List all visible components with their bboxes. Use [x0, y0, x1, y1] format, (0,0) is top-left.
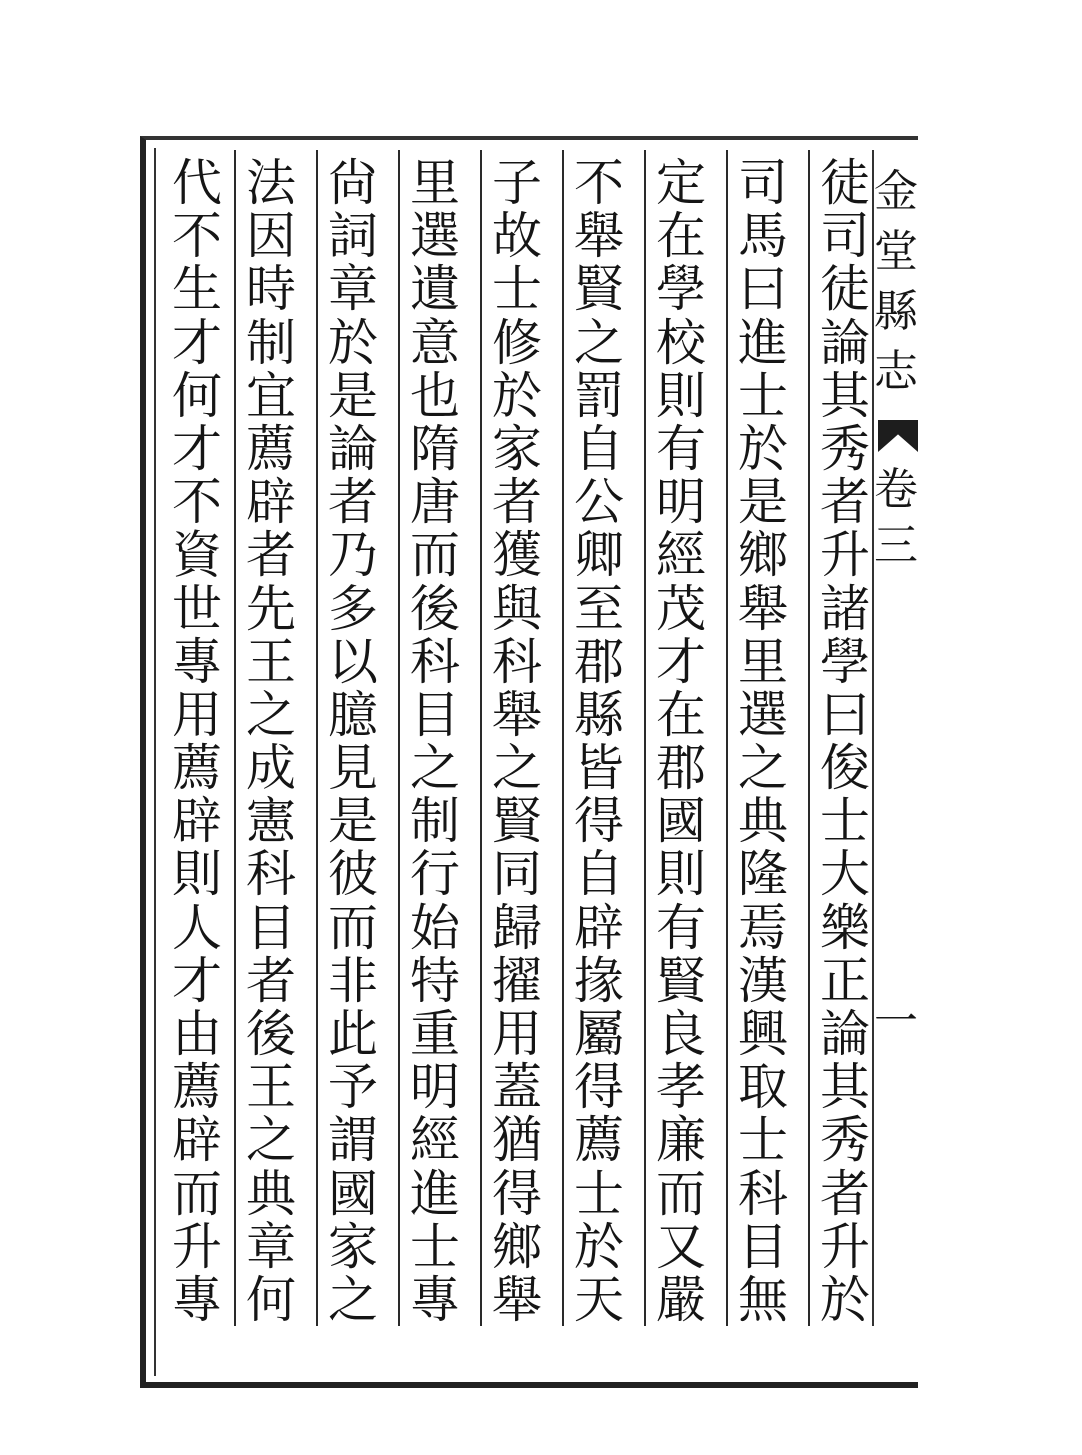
character: 章 — [246, 1217, 296, 1276]
character: 秀 — [820, 1111, 870, 1170]
character: 徒 — [820, 154, 870, 212]
character: 科 — [410, 632, 460, 691]
character: 其 — [820, 366, 870, 425]
character: 漢 — [738, 951, 788, 1010]
character: 之 — [492, 739, 542, 798]
character: 於 — [738, 419, 788, 478]
column-rule — [398, 150, 400, 1326]
character: 科 — [738, 1164, 788, 1223]
character: 而 — [328, 898, 378, 957]
character: 天 — [574, 1270, 624, 1329]
character: 得 — [492, 1164, 542, 1223]
character: 舉 — [738, 579, 788, 638]
character: 者 — [246, 951, 296, 1010]
character: 升 — [172, 1217, 222, 1276]
character: 賢 — [574, 260, 624, 319]
character: 擢 — [492, 951, 542, 1010]
character: 論 — [328, 419, 378, 478]
character: 用 — [492, 1005, 542, 1063]
character: 目 — [738, 1217, 788, 1276]
character: 司 — [738, 154, 788, 212]
character: 後 — [410, 579, 460, 638]
character: 茂 — [656, 579, 706, 638]
text-column-1 — [812, 154, 878, 1329]
character: 行 — [410, 845, 460, 904]
character: 升 — [820, 526, 870, 585]
character: 卿 — [574, 526, 624, 585]
character: 何 — [246, 1270, 296, 1329]
character: 多 — [328, 579, 378, 638]
character: 歸 — [492, 898, 542, 957]
column-rule — [480, 150, 482, 1326]
character: 科 — [246, 845, 296, 904]
character: 王 — [246, 632, 296, 691]
character: 之 — [246, 1111, 296, 1170]
character: 專 — [172, 1270, 222, 1329]
character: 始 — [410, 898, 460, 957]
character: 舉 — [574, 207, 624, 266]
character: 良 — [656, 1005, 706, 1063]
character: 士 — [410, 1217, 460, 1276]
character: 司 — [820, 207, 870, 266]
banner-character: 卷 — [874, 464, 918, 515]
character: 見 — [328, 739, 378, 798]
character: 不 — [574, 154, 624, 212]
character: 自 — [574, 419, 624, 478]
character: 興 — [738, 1005, 788, 1063]
character: 乃 — [328, 526, 378, 585]
character: 學 — [820, 632, 870, 691]
character: 掾 — [574, 951, 624, 1010]
character: 廉 — [656, 1111, 706, 1170]
text-column-4 — [566, 154, 632, 1329]
character: 薦 — [574, 1111, 624, 1170]
character: 詞 — [328, 207, 378, 266]
character: 時 — [246, 260, 296, 319]
character: 里 — [738, 632, 788, 691]
character: 士 — [738, 366, 788, 425]
character: 典 — [246, 1164, 296, 1223]
character: 目 — [246, 898, 296, 957]
character: 隆 — [738, 845, 788, 904]
character: 之 — [410, 739, 460, 798]
character: 謂 — [328, 1111, 378, 1170]
character: 進 — [738, 313, 788, 372]
character: 於 — [574, 1217, 624, 1276]
character: 意 — [410, 313, 460, 372]
character: 是 — [328, 366, 378, 425]
banner-character: 金 — [874, 166, 918, 217]
character: 經 — [656, 526, 706, 585]
character: 鄉 — [738, 526, 788, 585]
character: 在 — [656, 685, 706, 744]
character: 故 — [492, 207, 542, 266]
character: 蓋 — [492, 1058, 542, 1117]
character: 諸 — [820, 579, 870, 638]
character: 是 — [328, 792, 378, 851]
character: 典 — [738, 792, 788, 851]
character: 制 — [410, 792, 460, 851]
character: 有 — [656, 419, 706, 478]
column-rule — [808, 150, 810, 1326]
banner-character: 志 — [874, 346, 918, 397]
column-rule — [316, 150, 318, 1326]
character: 之 — [328, 1270, 378, 1329]
character: 取 — [738, 1058, 788, 1117]
character: 公 — [574, 473, 624, 532]
text-column-7 — [320, 154, 386, 1329]
character: 罰 — [574, 366, 624, 425]
column-rule — [562, 150, 564, 1326]
character: 賢 — [492, 792, 542, 851]
character: 舉 — [492, 1270, 542, 1329]
character: 而 — [410, 526, 460, 585]
character: 同 — [492, 845, 542, 904]
character: 曰 — [738, 260, 788, 319]
character: 不 — [172, 207, 222, 266]
character: 樂 — [820, 898, 870, 957]
character: 之 — [574, 313, 624, 372]
character: 於 — [820, 1270, 870, 1329]
character: 辟 — [246, 473, 296, 532]
banner-character: 縣 — [874, 286, 918, 337]
character: 經 — [410, 1111, 460, 1170]
character: 自 — [574, 845, 624, 904]
text-column-5 — [484, 154, 550, 1329]
character: 其 — [820, 1058, 870, 1117]
character: 得 — [574, 792, 624, 851]
character: 法 — [246, 154, 296, 212]
character: 孝 — [656, 1058, 706, 1117]
character: 曰 — [820, 685, 870, 744]
character: 予 — [328, 1058, 378, 1117]
character: 無 — [738, 1270, 788, 1329]
character: 不 — [172, 473, 222, 532]
character: 尙 — [328, 154, 378, 212]
character: 舉 — [492, 685, 542, 744]
column-rule — [726, 150, 728, 1326]
character: 此 — [328, 1005, 378, 1063]
character: 士 — [820, 792, 870, 851]
character: 皆 — [574, 739, 624, 798]
character: 章 — [328, 260, 378, 319]
character: 遺 — [410, 260, 460, 319]
character: 後 — [246, 1005, 296, 1063]
character: 定 — [656, 154, 706, 212]
character: 才 — [172, 951, 222, 1010]
character: 隋 — [410, 419, 460, 478]
character: 成 — [246, 739, 296, 798]
character: 馬 — [738, 207, 788, 266]
character: 非 — [328, 951, 378, 1010]
character: 彼 — [328, 845, 378, 904]
character: 俊 — [820, 739, 870, 798]
character: 專 — [172, 632, 222, 691]
character: 郡 — [656, 739, 706, 798]
character: 升 — [820, 1217, 870, 1276]
character: 憲 — [246, 792, 296, 851]
banner-character: 堂 — [874, 226, 918, 277]
character: 進 — [410, 1164, 460, 1223]
character: 王 — [246, 1058, 296, 1117]
character: 者 — [820, 1164, 870, 1223]
character: 論 — [820, 313, 870, 372]
banner-volume — [874, 464, 918, 580]
character: 獲 — [492, 526, 542, 585]
character: 縣 — [574, 685, 624, 744]
banner-character: 三 — [874, 520, 918, 571]
character: 在 — [656, 207, 706, 266]
page-number: 一 — [874, 996, 918, 1047]
character: 由 — [172, 1005, 222, 1063]
character: 科 — [492, 632, 542, 691]
character: 者 — [246, 526, 296, 585]
character: 因 — [246, 207, 296, 266]
character: 用 — [172, 685, 222, 744]
character: 先 — [246, 579, 296, 638]
character: 於 — [492, 366, 542, 425]
character: 猶 — [492, 1111, 542, 1170]
character: 士 — [492, 260, 542, 319]
character: 者 — [820, 473, 870, 532]
character: 而 — [656, 1164, 706, 1223]
character: 辟 — [574, 898, 624, 957]
character: 資 — [172, 526, 222, 585]
character: 重 — [410, 1005, 460, 1063]
character: 得 — [574, 1058, 624, 1117]
character: 之 — [738, 739, 788, 798]
text-column-6 — [402, 154, 468, 1329]
character: 賢 — [656, 951, 706, 1010]
character: 何 — [172, 366, 222, 425]
character: 目 — [410, 685, 460, 744]
character: 有 — [656, 898, 706, 957]
character: 校 — [656, 313, 706, 372]
character: 則 — [656, 845, 706, 904]
character: 則 — [656, 366, 706, 425]
character: 里 — [410, 154, 460, 212]
character: 家 — [328, 1217, 378, 1276]
character: 修 — [492, 313, 542, 372]
character: 子 — [492, 154, 542, 212]
character: 國 — [328, 1164, 378, 1223]
character: 薦 — [246, 419, 296, 478]
character: 學 — [656, 260, 706, 319]
character: 於 — [328, 313, 378, 372]
character: 是 — [738, 473, 788, 532]
character: 也 — [410, 366, 460, 425]
text-column-8 — [238, 154, 304, 1329]
character: 嚴 — [656, 1270, 706, 1329]
banner-title — [874, 166, 918, 410]
character: 士 — [738, 1111, 788, 1170]
character: 專 — [410, 1270, 460, 1329]
character: 之 — [246, 685, 296, 744]
text-column-3 — [648, 154, 714, 1329]
character: 正 — [820, 951, 870, 1010]
character: 世 — [172, 579, 222, 638]
character: 生 — [172, 260, 222, 319]
character: 則 — [172, 845, 222, 904]
character: 至 — [574, 579, 624, 638]
character: 以 — [328, 632, 378, 691]
character: 徒 — [820, 260, 870, 319]
character: 才 — [656, 632, 706, 691]
character: 論 — [820, 1005, 870, 1063]
character: 辟 — [172, 1111, 222, 1170]
character: 而 — [172, 1164, 222, 1223]
character: 特 — [410, 951, 460, 1010]
character: 明 — [656, 473, 706, 532]
character: 才 — [172, 313, 222, 372]
text-column-9 — [164, 154, 230, 1329]
character: 選 — [738, 685, 788, 744]
character: 秀 — [820, 419, 870, 478]
column-rule — [234, 150, 236, 1326]
character: 薦 — [172, 1058, 222, 1117]
character: 大 — [820, 845, 870, 904]
character: 制 — [246, 313, 296, 372]
character: 者 — [492, 473, 542, 532]
character: 辟 — [172, 792, 222, 851]
character: 明 — [410, 1058, 460, 1117]
character: 又 — [656, 1217, 706, 1276]
character: 唐 — [410, 473, 460, 532]
character: 者 — [328, 473, 378, 532]
character: 屬 — [574, 1005, 624, 1063]
character: 與 — [492, 579, 542, 638]
character: 選 — [410, 207, 460, 266]
column-rule — [644, 150, 646, 1326]
character: 代 — [172, 154, 222, 212]
character: 才 — [172, 419, 222, 478]
character: 人 — [172, 898, 222, 957]
character: 薦 — [172, 739, 222, 798]
character: 焉 — [738, 898, 788, 957]
character: 宜 — [246, 366, 296, 425]
text-column-2 — [730, 154, 796, 1329]
character: 臆 — [328, 685, 378, 744]
character: 國 — [656, 792, 706, 851]
character: 家 — [492, 419, 542, 478]
character: 鄉 — [492, 1217, 542, 1276]
character: 郡 — [574, 632, 624, 691]
character: 士 — [574, 1164, 624, 1223]
